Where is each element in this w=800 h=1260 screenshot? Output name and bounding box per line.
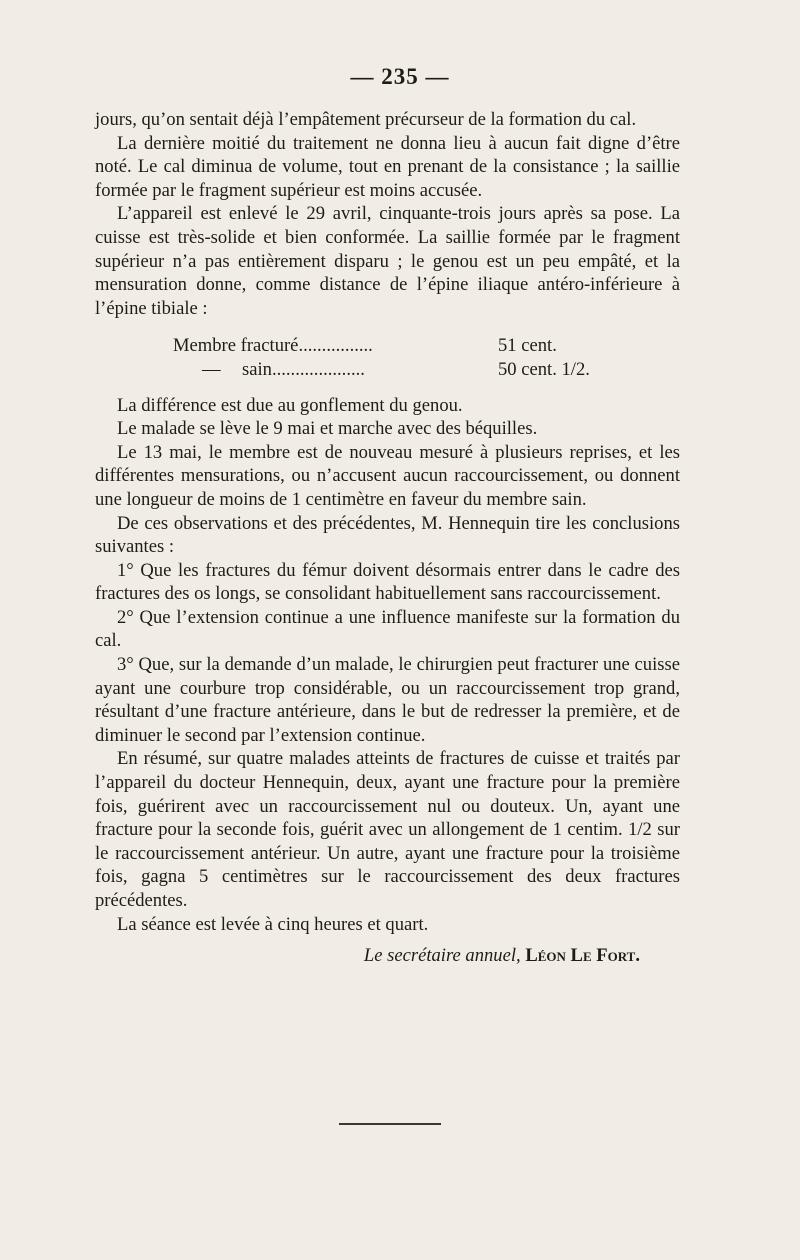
page-number: — 235 — xyxy=(350,64,450,89)
paragraph: Le 13 mai, le membre est de nouveau mesuré à plusieurs reprises, et les différentes mensurations, ou n’accusent aucun raccourcissement, ou donnent une longueur de moins de 1 centimètre en faveur du membre sain. xyxy=(95,441,680,510)
measurement-label: sain.................... xyxy=(242,358,365,380)
paragraph: En résumé, sur quatre malades atteints de fractures de cuisse et traités par l’appareil du docteur Hennequin, deux, ayant une fracture pour la première fois, guérirent avec un raccourcissement nul ou douteux. Un, ayant une fracture pour la seconde fois, guérit avec un allongement de 1 centim. 1/2 sur le raccourcissement antérieur. Un autre, ayant une fracture pour la troisième fois, gagna 5 centimètres sur le raccourcissement des deux fractures précédentes. xyxy=(95,748,680,911)
paragraph: 3° Que, sur la demande d’un malade, le chirurgien peut fracturer une cuisse ayant une courbure trop considérable, ou un raccourcissement trop grand, résultant d’une fracture antérieure, dans le but de redresser la première, et de diminuer le second par l’extension continue. xyxy=(95,654,680,746)
closing-rule xyxy=(339,1123,441,1125)
paragraph: Le malade se lève le 9 mai et marche avec des béquilles. xyxy=(117,418,538,440)
paragraph: La dernière moitié du traitement ne donna lieu à aucun fait digne d’être noté. Le cal diminua de volume, tout en prenant de la consistance ; la saillie formée par le fragment supérieur est moins accusée. xyxy=(95,132,680,201)
paragraph: jours, qu’on sentait déjà l’empâtement précurseur de la formation du cal. xyxy=(95,109,637,130)
measurement-row xyxy=(95,358,680,382)
signature-name: Léon Le Fort. xyxy=(525,945,640,967)
paragraph: La différence est due au gonflement du genou. xyxy=(117,394,463,416)
paragraph: La séance est levée à cinq heures et quart. xyxy=(117,913,429,935)
measurement-value: 50 cent. 1/2. xyxy=(498,358,590,380)
body-text xyxy=(95,108,680,968)
paragraph: L’appareil est enlevé le 29 avril, cinquante-trois jours après sa pose. La cuisse est très-solide et bien conformée. La saillie formée par le fragment supérieur n’a pas entièrement disparu ; le genou est un peu empâté, et la mensuration donne, comme distance de l’épine iliaque antéro-inférieure à l’épine tibiale : xyxy=(95,203,680,319)
measurement-label: Membre fracturé................ xyxy=(173,335,373,357)
measurement-value: 51 cent. xyxy=(498,335,557,357)
paragraph: 1° Que les fractures du fémur doivent désormais entrer dans le cadre des fractures des os longs, se consolidant habituellement sans raccourcissement. xyxy=(95,559,680,605)
paragraph: De ces observations et des précédentes, M. Hennequin tire les conclusions suivantes : xyxy=(95,512,680,558)
paragraph: 2° Que l’extension continue a une influence manifeste sur la formation du cal. xyxy=(95,606,680,652)
signature-title: Le secrétaire annuel, xyxy=(363,945,521,967)
measurement-row xyxy=(95,334,680,358)
ditto-dash: — xyxy=(202,358,221,380)
signature xyxy=(95,944,680,968)
